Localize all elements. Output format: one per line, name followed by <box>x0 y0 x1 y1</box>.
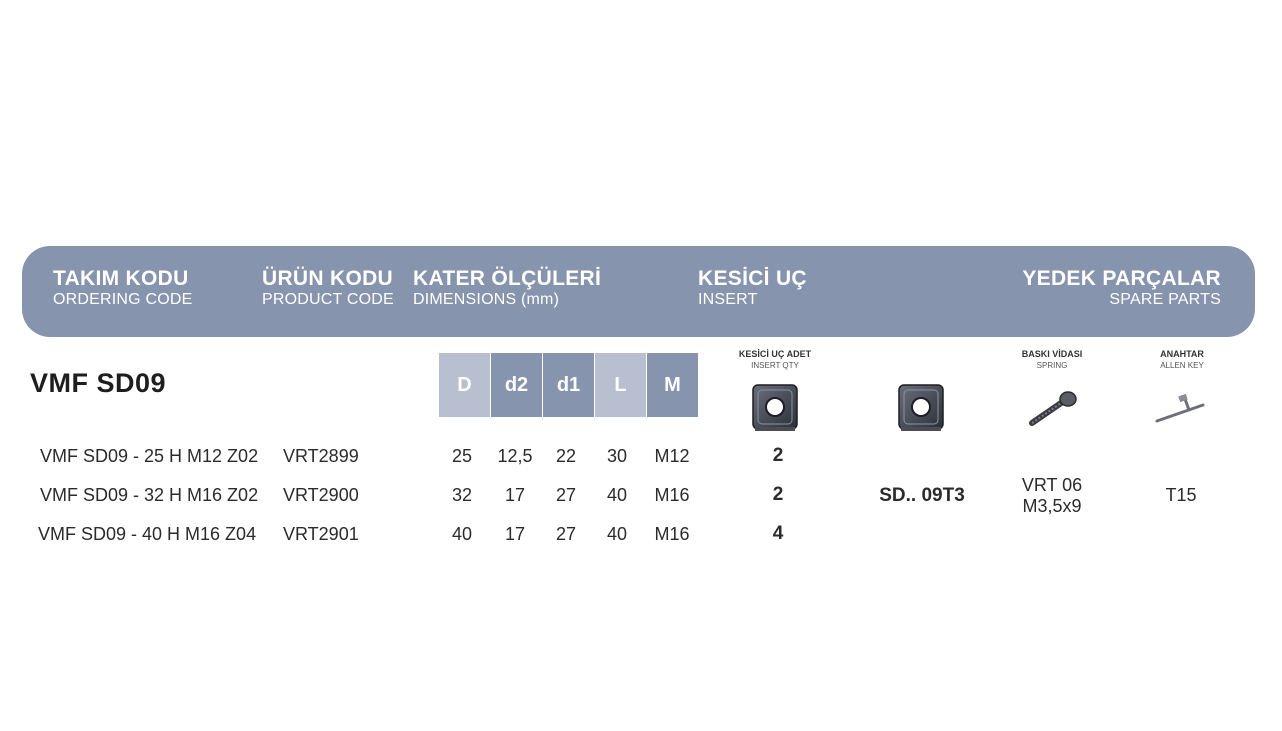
dim-header-d2: d2 <box>491 353 542 417</box>
table-row-3-ordering-code: VMF SD09 - 40 H M16 Z04 <box>38 524 257 544</box>
torx-key-icon <box>1153 393 1211 427</box>
dim-header-D: D <box>439 353 490 417</box>
table-row-1-d2: 12,5 <box>497 446 533 466</box>
table-row-2-D: 32 <box>451 485 473 505</box>
spring-code-line2: M3,5x9 <box>1022 496 1082 516</box>
product-code-heading-en: PRODUCT CODE <box>262 291 394 308</box>
product-code-heading-tr: ÜRÜN KODU <box>262 267 394 290</box>
dimensions-heading <box>413 268 601 308</box>
key-label-en: ALLEN KEY <box>1160 361 1204 370</box>
ordering-code-heading-tr: TAKIM KODU <box>53 267 189 290</box>
table-row-2-L: 40 <box>606 485 628 505</box>
table-row-2-ordering-code: VMF SD09 - 32 H M16 Z02 <box>40 485 259 505</box>
key-label-tr: ANAHTAR <box>1160 349 1204 359</box>
insert-heading <box>698 268 807 308</box>
spring-label-tr: BASKI VİDASI <box>1021 349 1083 359</box>
square-insert-icon <box>751 383 799 433</box>
key-subheader <box>1132 350 1232 370</box>
key-code: T15 <box>1165 485 1197 505</box>
ordering-code-heading <box>53 268 193 308</box>
table-row-1-D: 25 <box>451 446 473 466</box>
dim-header-M: M <box>647 353 698 417</box>
insert-qty-label-tr: KESİCİ UÇ ADET <box>738 349 812 359</box>
table-row-2-d1: 27 <box>555 485 577 505</box>
table-row-2-M: M16 <box>654 485 690 505</box>
spare-parts-heading-tr: YEDEK PARÇALAR <box>1022 267 1221 290</box>
spring-code-line1: VRT 06 <box>1021 475 1083 495</box>
insert-qty-label-en: INSERT QTY <box>751 361 799 370</box>
table-row-2-d2: 17 <box>504 485 526 505</box>
table-row-3-L: 40 <box>606 524 628 544</box>
table-row-2-product-code: VRT2900 <box>283 485 359 505</box>
table-row-3-M: M16 <box>654 524 690 544</box>
insert-heading-tr: KESİCİ UÇ <box>698 267 807 290</box>
series-title: VMF SD09 <box>30 368 167 398</box>
table-row-2-qty: 2 <box>772 484 784 505</box>
table-row-1-M: M12 <box>654 446 690 466</box>
table-row-3-d1: 27 <box>555 524 577 544</box>
table-row-1-d1: 22 <box>555 446 577 466</box>
insert-qty-subheader <box>725 350 825 370</box>
table-header-bar <box>22 246 1255 337</box>
table-row-3-product-code: VRT2901 <box>283 524 359 544</box>
dim-header-L: L <box>595 353 646 417</box>
insert-heading-en: INSERT <box>698 291 758 308</box>
table-row-1-qty: 2 <box>772 445 784 466</box>
dimensions-heading-tr: KATER ÖLÇÜLERİ <box>413 267 602 290</box>
table-row-3-d2: 17 <box>504 524 526 544</box>
screw-icon <box>1026 391 1078 429</box>
ordering-code-heading-en: ORDERING CODE <box>53 291 193 308</box>
spring-subheader <box>1002 350 1102 370</box>
dimensions-heading-en: DIMENSIONS (mm) <box>413 291 560 308</box>
table-row-1-product-code: VRT2899 <box>283 446 359 466</box>
table-row-3-D: 40 <box>451 524 473 544</box>
dim-header-d1: d1 <box>543 353 594 417</box>
table-row-3-qty: 4 <box>772 523 784 544</box>
spare-parts-heading <box>1022 268 1221 308</box>
product-code-heading <box>262 268 394 308</box>
insert-code: SD.. 09T3 <box>879 485 965 506</box>
spring-label-en: SPRING <box>1036 361 1068 370</box>
table-row-1-ordering-code: VMF SD09 - 25 H M12 Z02 <box>40 446 259 466</box>
square-insert-icon <box>897 383 945 433</box>
spare-parts-heading-en: SPARE PARTS <box>1109 291 1221 308</box>
table-row-1-L: 30 <box>606 446 628 466</box>
